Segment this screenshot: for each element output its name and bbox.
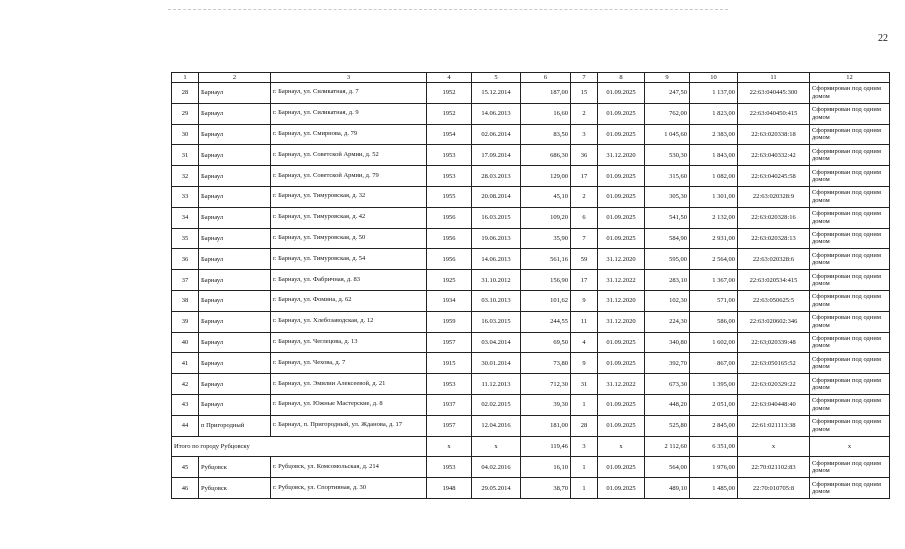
address-cell: г. Барнаул, ул. Южные Мастерские, д. 8: [271, 394, 427, 415]
area-cell: 35,90: [521, 228, 571, 249]
residents-cell: 2: [571, 103, 598, 124]
area-cell: 16,60: [521, 103, 571, 124]
cadastral-number-cell: 22:63:040445:300: [738, 83, 810, 104]
table-row: [172, 124, 890, 145]
residents-cell: 9: [571, 353, 598, 374]
settlement-cell: Барнаул: [199, 270, 271, 291]
settlement-cell: Барнаул: [199, 249, 271, 270]
table-row: [172, 478, 890, 499]
cost-cell: 867,00: [690, 353, 738, 374]
total-status-cell: x: [810, 436, 890, 457]
area2-cell: 584,90: [645, 228, 690, 249]
table-row: [172, 353, 890, 374]
residents-cell: 1: [571, 478, 598, 499]
date-cell: 17.09.2014: [472, 145, 521, 166]
table-row: [172, 457, 890, 478]
deadline-cell: 01.09.2025: [598, 478, 645, 499]
row-number: 32: [172, 166, 199, 187]
settlement-cell: Барнаул: [199, 207, 271, 228]
status-cell: Сформирован под одним домом: [810, 166, 890, 187]
column-header: 9: [645, 73, 690, 83]
row-number: 37: [172, 270, 199, 291]
area-cell: 39,30: [521, 394, 571, 415]
scan-artifact-line: [168, 9, 728, 10]
table-row: [172, 103, 890, 124]
table-row: [172, 228, 890, 249]
area-cell: 712,30: [521, 374, 571, 395]
deadline-cell: 01.09.2025: [598, 124, 645, 145]
year-cell: 1959: [427, 311, 472, 332]
date-cell: 03.04.2014: [472, 332, 521, 353]
total-year-cell: x: [427, 436, 472, 457]
date-cell: 14.06.2013: [472, 103, 521, 124]
date-cell: 02.06.2014: [472, 124, 521, 145]
cost-cell: 1 395,00: [690, 374, 738, 395]
settlement-cell: Барнаул: [199, 124, 271, 145]
row-number: 29: [172, 103, 199, 124]
cost-cell: 1 976,00: [690, 457, 738, 478]
status-cell: Сформирован под одним домом: [810, 353, 890, 374]
date-cell: 03.10.2013: [472, 290, 521, 311]
year-cell: 1956: [427, 249, 472, 270]
cadastral-number-cell: 22:63:020338:18: [738, 124, 810, 145]
residents-cell: 6: [571, 207, 598, 228]
area2-cell: 673,30: [645, 374, 690, 395]
area-cell: 686,30: [521, 145, 571, 166]
residents-cell: 7: [571, 228, 598, 249]
deadline-cell: 01.09.2025: [598, 103, 645, 124]
status-cell: Сформирован под одним домом: [810, 457, 890, 478]
cadastral-number-cell: 22:63:040245:58: [738, 166, 810, 187]
table-header: [172, 73, 890, 83]
settlement-cell: Барнаул: [199, 374, 271, 395]
deadline-cell: 01.09.2025: [598, 415, 645, 436]
table-row: [172, 311, 890, 332]
column-header: 3: [271, 73, 427, 83]
row-number: 33: [172, 186, 199, 207]
area2-cell: 489,10: [645, 478, 690, 499]
address-cell: г. Барнаул, ул. Тимуровская, д. 50: [271, 228, 427, 249]
date-cell: 16.03.2015: [472, 207, 521, 228]
table-row: [172, 290, 890, 311]
table-row: [172, 415, 890, 436]
address-cell: г. Барнаул, ул. Силикатная, д. 7: [271, 83, 427, 104]
cost-cell: 1 082,00: [690, 166, 738, 187]
status-cell: Сформирован под одним домом: [810, 311, 890, 332]
cadastral-number-cell: 22:63:020328:6: [738, 249, 810, 270]
row-number: 40: [172, 332, 199, 353]
status-cell: Сформирован под одним домом: [810, 83, 890, 104]
housing-registry-table: [171, 72, 890, 499]
cadastral-number-cell: 22:63:040332:42: [738, 145, 810, 166]
status-cell: Сформирован под одним домом: [810, 207, 890, 228]
deadline-cell: 31.12.2020: [598, 249, 645, 270]
area2-cell: 224,30: [645, 311, 690, 332]
address-cell: г. Барнаул, п. Пригородный, ул. Жданова, д. 17: [271, 415, 427, 436]
residents-cell: 2: [571, 186, 598, 207]
settlement-cell: Барнаул: [199, 83, 271, 104]
address-cell: г. Барнаул, ул. Тимуровская, д. 32: [271, 186, 427, 207]
row-number: 46: [172, 478, 199, 499]
settlement-cell: Барнаул: [199, 290, 271, 311]
row-number: 30: [172, 124, 199, 145]
address-cell: г. Барнаул, ул. Советской Армии, д. 52: [271, 145, 427, 166]
date-cell: 20.08.2014: [472, 186, 521, 207]
area-cell: 109,20: [521, 207, 571, 228]
date-cell: 04.02.2016: [472, 457, 521, 478]
residents-cell: 59: [571, 249, 598, 270]
page-number: 22: [878, 33, 888, 44]
cadastral-number-cell: 22:63:020328:16: [738, 207, 810, 228]
residents-cell: 28: [571, 415, 598, 436]
column-header: 2: [199, 73, 271, 83]
settlement-cell: Барнаул: [199, 145, 271, 166]
cadastral-number-cell: 22:63:040450:415: [738, 103, 810, 124]
residents-cell: 17: [571, 166, 598, 187]
date-cell: 28.03.2013: [472, 166, 521, 187]
cost-cell: 1 602,00: [690, 332, 738, 353]
deadline-cell: 01.09.2025: [598, 457, 645, 478]
date-cell: 16.03.2015: [472, 311, 521, 332]
year-cell: 1956: [427, 228, 472, 249]
total-label: Итого по городу Рубцовску: [172, 436, 427, 457]
area2-cell: 1 045,60: [645, 124, 690, 145]
area-cell: 187,00: [521, 83, 571, 104]
cadastral-number-cell: 22:63:050625:5: [738, 290, 810, 311]
year-cell: 1955: [427, 186, 472, 207]
cadastral-number-cell: 22:63:020602:346: [738, 311, 810, 332]
table-row: [172, 83, 890, 104]
area2-cell: 305,30: [645, 186, 690, 207]
status-cell: Сформирован под одним домом: [810, 103, 890, 124]
total-cost-cell: 6 351,00: [690, 436, 738, 457]
address-cell: г. Барнаул, ул. Чеглецова, д. 13: [271, 332, 427, 353]
table-row: [172, 186, 890, 207]
date-cell: 12.04.2016: [472, 415, 521, 436]
row-number: 34: [172, 207, 199, 228]
year-cell: 1957: [427, 415, 472, 436]
year-cell: 1937: [427, 394, 472, 415]
area-cell: 69,50: [521, 332, 571, 353]
row-number: 41: [172, 353, 199, 374]
total-area-cell: 119,46: [521, 436, 571, 457]
cost-cell: 586,00: [690, 311, 738, 332]
cadastral-number-cell: 22:70:010705:8: [738, 478, 810, 499]
status-cell: Сформирован под одним домом: [810, 249, 890, 270]
date-cell: 02.02.2015: [472, 394, 521, 415]
date-cell: 11.12.2013: [472, 374, 521, 395]
cost-cell: 2 931,00: [690, 228, 738, 249]
cost-cell: 2 564,00: [690, 249, 738, 270]
settlement-cell: Барнаул: [199, 103, 271, 124]
residents-cell: 15: [571, 83, 598, 104]
status-cell: Сформирован под одним домом: [810, 145, 890, 166]
area-cell: 561,16: [521, 249, 571, 270]
area-cell: 16,10: [521, 457, 571, 478]
year-cell: 1953: [427, 145, 472, 166]
residents-cell: 36: [571, 145, 598, 166]
table-row: [172, 394, 890, 415]
status-cell: Сформирован под одним домом: [810, 124, 890, 145]
cost-cell: 2 051,00: [690, 394, 738, 415]
settlement-cell: Барнаул: [199, 353, 271, 374]
status-cell: Сформирован под одним домом: [810, 415, 890, 436]
status-cell: Сформирован под одним домом: [810, 186, 890, 207]
area2-cell: 541,50: [645, 207, 690, 228]
status-cell: Сформирован под одним домом: [810, 270, 890, 291]
cost-cell: 1 137,00: [690, 83, 738, 104]
settlement-cell: Барнаул: [199, 311, 271, 332]
residents-cell: 1: [571, 394, 598, 415]
status-cell: Сформирован под одним домом: [810, 332, 890, 353]
area-cell: 38,70: [521, 478, 571, 499]
address-cell: г. Барнаул, ул. Силикатная, д. 9: [271, 103, 427, 124]
area2-cell: 340,80: [645, 332, 690, 353]
settlement-cell: Рубцовск: [199, 457, 271, 478]
year-cell: 1952: [427, 103, 472, 124]
address-cell: г. Барнаул, ул. Фабричная, д. 83: [271, 270, 427, 291]
row-number: 39: [172, 311, 199, 332]
total-row: [172, 436, 890, 457]
year-cell: 1956: [427, 207, 472, 228]
year-cell: 1953: [427, 166, 472, 187]
row-number: 38: [172, 290, 199, 311]
column-header: 11: [738, 73, 810, 83]
year-cell: 1952: [427, 83, 472, 104]
year-cell: 1934: [427, 290, 472, 311]
residents-cell: 11: [571, 311, 598, 332]
year-cell: 1915: [427, 353, 472, 374]
date-cell: 15.12.2014: [472, 83, 521, 104]
cost-cell: 2 383,00: [690, 124, 738, 145]
residents-cell: 31: [571, 374, 598, 395]
cost-cell: 2 132,00: [690, 207, 738, 228]
row-number: 35: [172, 228, 199, 249]
table-row: [172, 207, 890, 228]
cadastral-number-cell: 22:63:020328:9: [738, 186, 810, 207]
residents-cell: 4: [571, 332, 598, 353]
year-cell: 1953: [427, 457, 472, 478]
cost-cell: 571,00: [690, 290, 738, 311]
total-area2-cell: 2 112,60: [645, 436, 690, 457]
total-cadastral-cell: x: [738, 436, 810, 457]
date-cell: 29.05.2014: [472, 478, 521, 499]
cadastral-number-cell: 22:63;020339:48: [738, 332, 810, 353]
status-cell: Сформирован под одним домом: [810, 394, 890, 415]
date-cell: 31.10.2012: [472, 270, 521, 291]
address-cell: г. Барнаул, ул. Тимуровская, д. 54: [271, 249, 427, 270]
area-cell: 73,80: [521, 353, 571, 374]
cost-cell: 1 823,00: [690, 103, 738, 124]
residents-cell: 9: [571, 290, 598, 311]
row-number: 45: [172, 457, 199, 478]
deadline-cell: 01.09.2025: [598, 332, 645, 353]
area2-cell: 315,60: [645, 166, 690, 187]
table-row: [172, 332, 890, 353]
deadline-cell: 01.09.2025: [598, 166, 645, 187]
column-header: 4: [427, 73, 472, 83]
settlement-cell: Барнаул: [199, 332, 271, 353]
cost-cell: 1 485,00: [690, 478, 738, 499]
deadline-cell: 31.12.2022: [598, 270, 645, 291]
address-cell: г. Барнаул, ул. Советской Армии, д. 79: [271, 166, 427, 187]
total-deadline-cell: x: [598, 436, 645, 457]
column-header: 10: [690, 73, 738, 83]
residents-cell: 1: [571, 457, 598, 478]
row-number: 31: [172, 145, 199, 166]
area-cell: 45,10: [521, 186, 571, 207]
cadastral-number-cell: 22:63:020534:415: [738, 270, 810, 291]
column-header: 8: [598, 73, 645, 83]
column-header: 7: [571, 73, 598, 83]
settlement-cell: Барнаул: [199, 394, 271, 415]
row-number: 36: [172, 249, 199, 270]
date-cell: 14.06.2013: [472, 249, 521, 270]
area-cell: 129,00: [521, 166, 571, 187]
table-row: [172, 166, 890, 187]
deadline-cell: 31.12.2022: [598, 374, 645, 395]
cost-cell: 1 301,00: [690, 186, 738, 207]
address-cell: г. Барнаул, ул. Чехова, д. 7: [271, 353, 427, 374]
address-cell: г. Барнаул, ул. Фомина, д. 62: [271, 290, 427, 311]
address-cell: г. Рубцовск, ул. Спортивная, д. 30: [271, 478, 427, 499]
status-cell: Сформирован под одним домом: [810, 290, 890, 311]
area-cell: 83,50: [521, 124, 571, 145]
address-cell: г. Барнаул, ул. Хлебозаводская, д. 12: [271, 311, 427, 332]
cost-cell: 1 843,00: [690, 145, 738, 166]
year-cell: 1948: [427, 478, 472, 499]
area2-cell: 392,70: [645, 353, 690, 374]
column-header: 1: [172, 73, 199, 83]
year-cell: 1925: [427, 270, 472, 291]
area-cell: 181,00: [521, 415, 571, 436]
column-header: 6: [521, 73, 571, 83]
settlement-cell: Барнаул: [199, 186, 271, 207]
address-cell: г. Барнаул, ул. Смирнова, д. 79: [271, 124, 427, 145]
table-row: [172, 270, 890, 291]
status-cell: Сформирован под одним домом: [810, 228, 890, 249]
deadline-cell: 31.12.2020: [598, 290, 645, 311]
row-number: 28: [172, 83, 199, 104]
cadastral-number-cell: 22:61:021113:38: [738, 415, 810, 436]
settlement-cell: Рубцовск: [199, 478, 271, 499]
residents-cell: 3: [571, 124, 598, 145]
area2-cell: 762,00: [645, 103, 690, 124]
total-residents-cell: 3: [571, 436, 598, 457]
status-cell: Сформирован под одним домом: [810, 374, 890, 395]
date-cell: 19.06.2013: [472, 228, 521, 249]
area2-cell: 247,50: [645, 83, 690, 104]
table-row: [172, 374, 890, 395]
residents-cell: 17: [571, 270, 598, 291]
status-cell: Сформирован под одним домом: [810, 478, 890, 499]
area-cell: 156,90: [521, 270, 571, 291]
date-cell: 30.01.2014: [472, 353, 521, 374]
table-row: [172, 145, 890, 166]
column-header: 5: [472, 73, 521, 83]
cadastral-number-cell: 22:70:021102:83: [738, 457, 810, 478]
row-number: 42: [172, 374, 199, 395]
cadastral-number-cell: 22:63:020329:22: [738, 374, 810, 395]
cost-cell: 2 845,00: [690, 415, 738, 436]
settlement-cell: Барнаул: [199, 166, 271, 187]
settlement-cell: Барнаул: [199, 228, 271, 249]
area2-cell: 102,30: [645, 290, 690, 311]
address-cell: г. Рубцовск, ул. Комсомольская, д. 214: [271, 457, 427, 478]
area2-cell: 283,10: [645, 270, 690, 291]
area2-cell: 448,20: [645, 394, 690, 415]
area-cell: 101,62: [521, 290, 571, 311]
year-cell: 1954: [427, 124, 472, 145]
year-cell: 1957: [427, 332, 472, 353]
total-date-cell: x: [472, 436, 521, 457]
area-cell: 244,55: [521, 311, 571, 332]
row-number: 44: [172, 415, 199, 436]
deadline-cell: 31.12.2020: [598, 145, 645, 166]
deadline-cell: 01.09.2025: [598, 394, 645, 415]
address-cell: г. Барнаул, ул. Эмилии Алексеевой, д. 21: [271, 374, 427, 395]
cost-cell: 1 367,00: [690, 270, 738, 291]
cadastral-number-cell: 22:63:040448:40: [738, 394, 810, 415]
area2-cell: 595,00: [645, 249, 690, 270]
cadastral-number-cell: 22:63:020328:13: [738, 228, 810, 249]
deadline-cell: 01.09.2025: [598, 207, 645, 228]
settlement-cell: п Пригородный: [199, 415, 271, 436]
deadline-cell: 01.09.2025: [598, 83, 645, 104]
column-header: 12: [810, 73, 890, 83]
area2-cell: 530,30: [645, 145, 690, 166]
deadline-cell: 01.09.2025: [598, 186, 645, 207]
table-row: [172, 249, 890, 270]
area2-cell: 525,80: [645, 415, 690, 436]
deadline-cell: 01.09.2025: [598, 228, 645, 249]
deadline-cell: 31.12.2020: [598, 311, 645, 332]
year-cell: 1953: [427, 374, 472, 395]
address-cell: г. Барнаул, ул. Тимуровская, д. 42: [271, 207, 427, 228]
row-number: 43: [172, 394, 199, 415]
deadline-cell: 01.09.2025: [598, 353, 645, 374]
area2-cell: 564,00: [645, 457, 690, 478]
cadastral-number-cell: 22:63:050165:52: [738, 353, 810, 374]
